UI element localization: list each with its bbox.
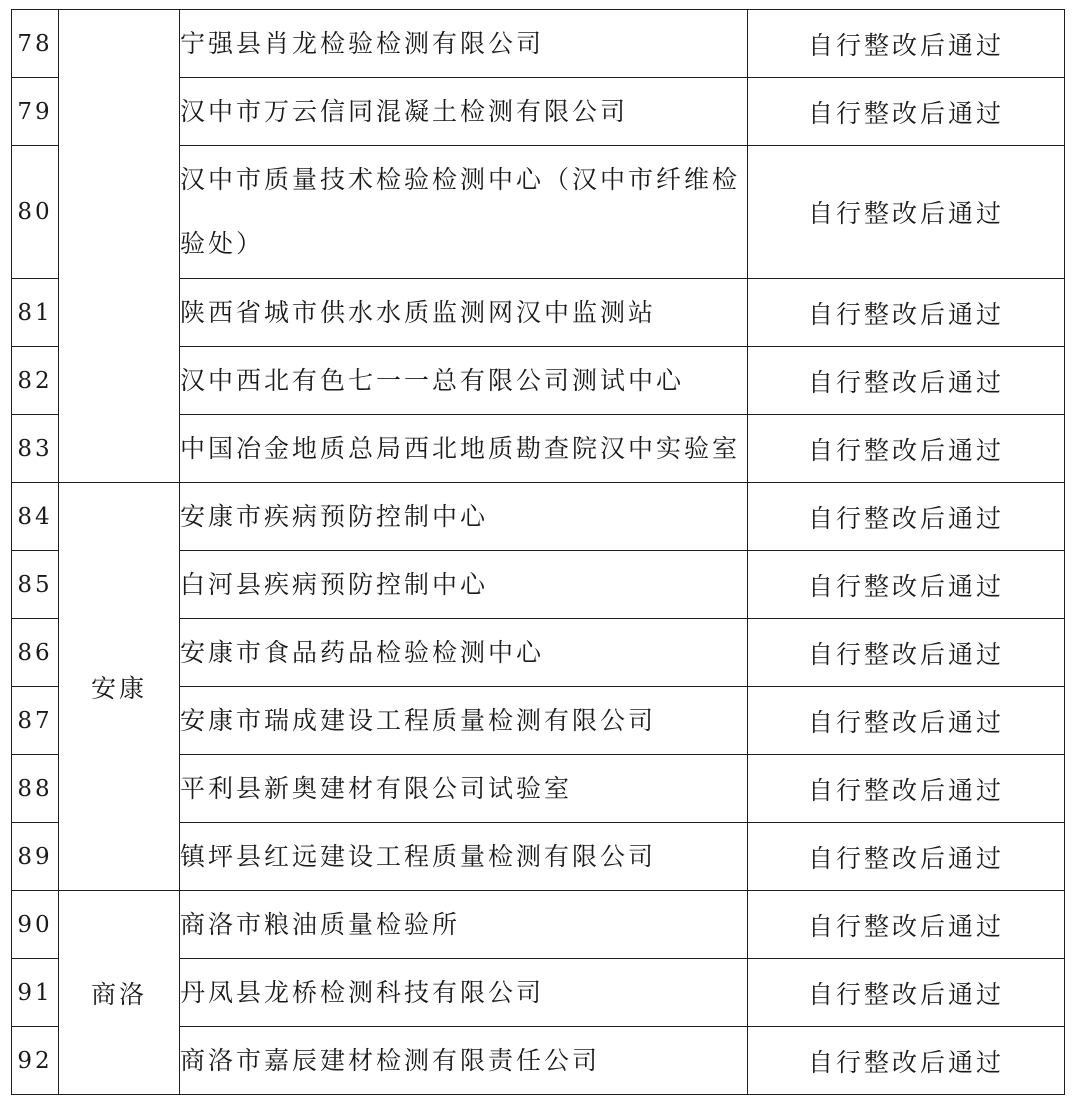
result-status: 自行整改后通过 [748,687,1065,755]
organization-name: 中国冶金地质总局西北地质勘查院汉中实验室 [180,415,748,483]
row-number: 83 [12,415,59,483]
result-status: 自行整改后通过 [748,483,1065,551]
row-number: 79 [12,78,59,146]
row-number: 80 [12,146,59,279]
organization-name: 汉中市质量技术检验检测中心（汉中市纤维检验处） [180,146,748,279]
table-row [12,10,1065,78]
result-status: 自行整改后通过 [748,415,1065,483]
table-row [12,891,1065,959]
organization-name: 平利县新奥建材有限公司试验室 [180,755,748,823]
row-number: 91 [12,959,59,1027]
organization-name: 安康市瑞成建设工程质量检测有限公司 [180,687,748,755]
row-number: 81 [12,279,59,347]
result-status: 自行整改后通过 [748,551,1065,619]
organization-name: 商洛市嘉辰建材检测有限责任公司 [180,1027,748,1095]
organization-name: 陕西省城市供水水质监测网汉中监测站 [180,279,748,347]
row-number: 84 [12,483,59,551]
row-number: 89 [12,823,59,891]
region-cell-blank [59,10,180,483]
row-number: 78 [12,10,59,78]
result-status: 自行整改后通过 [748,78,1065,146]
row-number: 87 [12,687,59,755]
row-number: 88 [12,755,59,823]
result-status: 自行整改后通过 [748,959,1065,1027]
result-status: 自行整改后通过 [748,1027,1065,1095]
result-status: 自行整改后通过 [748,10,1065,78]
organization-name: 白河县疾病预防控制中心 [180,551,748,619]
organization-name: 安康市疾病预防控制中心 [180,483,748,551]
row-number: 92 [12,1027,59,1095]
result-status: 自行整改后通过 [748,755,1065,823]
result-status: 自行整改后通过 [748,891,1065,959]
row-number: 86 [12,619,59,687]
organization-name: 汉中市万云信同混凝土检测有限公司 [180,78,748,146]
result-status: 自行整改后通过 [748,823,1065,891]
organization-name: 汉中西北有色七一一总有限公司测试中心 [180,347,748,415]
inspection-results-table [11,9,1065,1095]
organization-name: 丹凤县龙桥检测科技有限公司 [180,959,748,1027]
organization-name: 商洛市粮油质量检验所 [180,891,748,959]
row-number: 85 [12,551,59,619]
region-shangluo: 商洛 [59,891,180,1095]
result-status: 自行整改后通过 [748,279,1065,347]
table-row [12,483,1065,551]
region-ankang: 安康 [59,483,180,891]
organization-name: 镇坪县红远建设工程质量检测有限公司 [180,823,748,891]
organization-name: 安康市食品药品检验检测中心 [180,619,748,687]
result-status: 自行整改后通过 [748,619,1065,687]
result-status: 自行整改后通过 [748,347,1065,415]
row-number: 82 [12,347,59,415]
organization-name: 宁强县肖龙检验检测有限公司 [180,10,748,78]
row-number: 90 [12,891,59,959]
result-status: 自行整改后通过 [748,146,1065,279]
